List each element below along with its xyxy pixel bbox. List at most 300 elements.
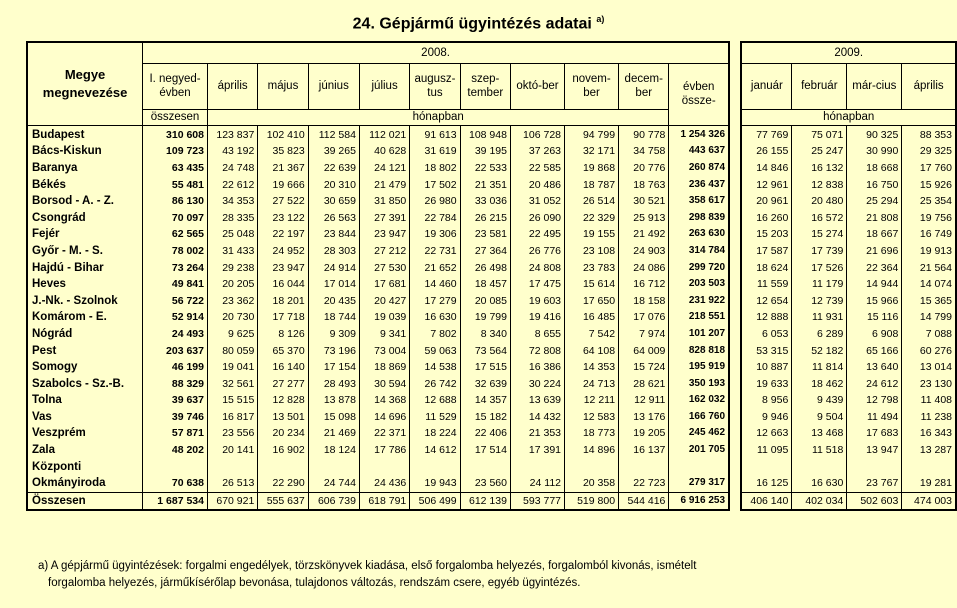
q1-total-cell: 73 264 xyxy=(143,259,208,276)
month-2008-cell: 18 457 xyxy=(460,276,510,293)
month-2008-cell: 16 386 xyxy=(510,359,564,376)
table-row xyxy=(27,176,956,193)
table-row xyxy=(27,326,956,343)
year-total-cell: 263 630 xyxy=(669,226,729,243)
q1-total-cell: 310 608 xyxy=(143,125,208,143)
month-2008-cell: 26 776 xyxy=(510,243,564,260)
month-2008-cell: 26 563 xyxy=(308,209,359,226)
month-2008-cell: 15 724 xyxy=(619,359,669,376)
month-2008-cell: 17 475 xyxy=(510,276,564,293)
month-2008-cell: 544 416 xyxy=(619,492,669,510)
county-name-cell: Okmányiroda xyxy=(27,475,143,492)
month-2008-cell: 22 612 xyxy=(207,176,257,193)
month-2008-cell: 20 435 xyxy=(308,292,359,309)
month-2008-cell: 37 263 xyxy=(510,143,564,160)
month-2008-cell: 19 799 xyxy=(460,309,510,326)
q1-total-cell: 1 687 534 xyxy=(143,492,208,510)
table-row xyxy=(27,125,956,143)
month-2008-cell: 27 530 xyxy=(359,259,409,276)
month-2009-cell: 23 767 xyxy=(847,475,902,492)
month-2009-cell: 19 633 xyxy=(741,375,791,392)
month-2008-cell: 23 947 xyxy=(359,226,409,243)
month-2009-cell: 25 294 xyxy=(847,193,902,210)
month-2009-cell: 474 003 xyxy=(902,492,956,510)
month-2008-cell: 108 948 xyxy=(460,125,510,143)
month-2008-cell: 20 234 xyxy=(258,425,308,442)
month-2008-cell: 20 776 xyxy=(619,160,669,177)
county-name-cell: Győr - M. - S. xyxy=(27,243,143,260)
month-2008-cell: 19 155 xyxy=(565,226,619,243)
table-row xyxy=(27,259,956,276)
month-2008-cell: 20 730 xyxy=(207,309,257,326)
month-2008-cell: 18 158 xyxy=(619,292,669,309)
month-2008-cell: 26 498 xyxy=(460,259,510,276)
month-2008-cell: 31 052 xyxy=(510,193,564,210)
month-2008-cell: 13 176 xyxy=(619,409,669,426)
month-2008-cell: 26 513 xyxy=(207,475,257,492)
county-name-cell: Fejér xyxy=(27,226,143,243)
month-2009-cell: 52 182 xyxy=(792,342,847,359)
month-2009-cell: 9 439 xyxy=(792,392,847,409)
month-2008-cell: 20 486 xyxy=(510,176,564,193)
month-2008-cell: 18 744 xyxy=(308,309,359,326)
month-2009-cell: 23 130 xyxy=(902,375,956,392)
month-2008-cell: 32 561 xyxy=(207,375,257,392)
month-2008-cell: 12 828 xyxy=(258,392,308,409)
q1-total-cell: 88 329 xyxy=(143,375,208,392)
month-2008-cell: 106 728 xyxy=(510,125,564,143)
month-2009-cell: 18 668 xyxy=(847,160,902,177)
month-2009-cell: 10 887 xyxy=(741,359,791,376)
month-2008-cell: 16 044 xyxy=(258,276,308,293)
q1-total-cell: 70 097 xyxy=(143,209,208,226)
month-2008-cell: 606 739 xyxy=(308,492,359,510)
month-2008-cell: 19 666 xyxy=(258,176,308,193)
month-header: április xyxy=(207,63,257,109)
month-2008-cell: 12 583 xyxy=(565,409,619,426)
year-total-cell: 1 254 326 xyxy=(669,125,729,143)
month-2009-cell: 19 756 xyxy=(902,209,956,226)
month-2008-cell: 18 869 xyxy=(359,359,409,376)
month-2008-cell xyxy=(308,458,359,475)
month-2009-cell: 19 281 xyxy=(902,475,956,492)
month-2009-cell: 26 155 xyxy=(741,143,791,160)
month-2008-cell: 14 353 xyxy=(565,359,619,376)
month-2009-cell: 19 913 xyxy=(902,243,956,260)
page-title xyxy=(0,14,957,33)
table-row xyxy=(27,458,956,475)
month-2008-cell: 80 059 xyxy=(207,342,257,359)
month-2008-cell: 25 048 xyxy=(207,226,257,243)
month-2008-cell: 17 514 xyxy=(460,442,510,459)
q1-total-cell xyxy=(143,458,208,475)
month-2008-cell: 22 495 xyxy=(510,226,564,243)
month-2009-cell: 65 166 xyxy=(847,342,902,359)
q1-total-cell: 78 002 xyxy=(143,243,208,260)
month-2008-cell: 13 501 xyxy=(258,409,308,426)
month-2009-cell: 16 132 xyxy=(792,160,847,177)
county-name-cell: Szabolcs - Sz.-B. xyxy=(27,375,143,392)
month-2009-cell: 14 074 xyxy=(902,276,956,293)
month-2009-cell: 402 034 xyxy=(792,492,847,510)
month-2009-cell: 25 247 xyxy=(792,143,847,160)
month-2009-cell: 25 354 xyxy=(902,193,956,210)
table-body xyxy=(27,125,956,510)
month-2008-cell: 16 140 xyxy=(258,359,308,376)
month-2009-cell: 15 926 xyxy=(902,176,956,193)
month-2008-cell: 19 041 xyxy=(207,359,257,376)
county-name-cell: Baranya xyxy=(27,160,143,177)
month-2009-cell: 13 947 xyxy=(847,442,902,459)
month-2009-cell: 12 739 xyxy=(792,292,847,309)
month-2009-cell: 15 365 xyxy=(902,292,956,309)
month-2008-cell: 23 362 xyxy=(207,292,257,309)
year-2009-header: 2009. xyxy=(741,42,956,63)
month-2008-cell: 18 763 xyxy=(619,176,669,193)
month-2008-cell: 27 212 xyxy=(359,243,409,260)
month-2009-cell: 21 808 xyxy=(847,209,902,226)
month-2009-cell: 18 462 xyxy=(792,375,847,392)
month-2008-cell: 14 612 xyxy=(410,442,460,459)
table-row xyxy=(27,276,956,293)
month-2008-cell: 17 154 xyxy=(308,359,359,376)
month-2008-cell: 112 021 xyxy=(359,125,409,143)
year-total-cell: 314 784 xyxy=(669,243,729,260)
month-2008-cell: 7 974 xyxy=(619,326,669,343)
month-2009-cell: 11 179 xyxy=(792,276,847,293)
month-2008-cell: 24 713 xyxy=(565,375,619,392)
month-2008-cell: 16 137 xyxy=(619,442,669,459)
month-2009-cell: 77 769 xyxy=(741,125,791,143)
month-2009-cell: 18 667 xyxy=(847,226,902,243)
month-2009-cell: 21 564 xyxy=(902,259,956,276)
month-2008-cell: 43 192 xyxy=(207,143,257,160)
title-text: 24. Gépjármű ügyintézés adatai xyxy=(352,15,592,33)
month-2008-cell: 24 952 xyxy=(258,243,308,260)
month-2008-cell: 17 786 xyxy=(359,442,409,459)
year-2008-header: 2008. xyxy=(143,42,729,63)
footnote-line-2: forgalomba helyezés, járműkísérőlap bevonása, tulajdonos változás, rendszám csere, egyéb ügyintézés. xyxy=(48,577,581,589)
county-name-cell: Zala xyxy=(27,442,143,459)
table-row xyxy=(27,143,956,160)
month-2008-cell: 23 947 xyxy=(258,259,308,276)
month-2008-cell: 26 742 xyxy=(410,375,460,392)
month-2008-cell: 17 515 xyxy=(460,359,510,376)
month-2009-cell: 17 739 xyxy=(792,243,847,260)
month-2008-cell: 24 914 xyxy=(308,259,359,276)
month-2009-cell: 75 071 xyxy=(792,125,847,143)
month-2008-cell: 32 171 xyxy=(565,143,619,160)
month-2008-cell: 612 139 xyxy=(460,492,510,510)
month-2009-cell xyxy=(902,458,956,475)
month-2008-cell: 18 802 xyxy=(410,160,460,177)
table-row xyxy=(27,442,956,459)
county-name-cell: J.-Nk. - Szolnok xyxy=(27,292,143,309)
month-2008-cell: 73 196 xyxy=(308,342,359,359)
month-2009-cell: 17 760 xyxy=(902,160,956,177)
table-row xyxy=(27,425,956,442)
month-2009-cell xyxy=(847,458,902,475)
month-2008-cell: 16 630 xyxy=(410,309,460,326)
month-2008-cell: 90 778 xyxy=(619,125,669,143)
year-total-cell: 299 720 xyxy=(669,259,729,276)
month-2008-cell: 39 195 xyxy=(460,143,510,160)
month-2008-cell: 30 224 xyxy=(510,375,564,392)
month-2008-cell: 21 351 xyxy=(460,176,510,193)
footnote xyxy=(38,558,696,592)
month-header: már-cius xyxy=(847,63,902,109)
month-2008-cell: 25 913 xyxy=(619,209,669,226)
month-2008-cell: 14 696 xyxy=(359,409,409,426)
month-2009-cell: 12 888 xyxy=(741,309,791,326)
month-2009-cell: 24 612 xyxy=(847,375,902,392)
month-2008-cell: 12 911 xyxy=(619,392,669,409)
month-2009-cell: 12 838 xyxy=(792,176,847,193)
month-2008-cell: 26 090 xyxy=(510,209,564,226)
year-total-header: évben össze- xyxy=(669,63,729,125)
year-total-cell: 6 916 253 xyxy=(669,492,729,510)
month-2008-cell: 16 902 xyxy=(258,442,308,459)
month-2008-cell: 30 594 xyxy=(359,375,409,392)
honapban-2008-header: hónapban xyxy=(207,109,668,125)
month-2009-cell: 12 654 xyxy=(741,292,791,309)
month-2008-cell: 31 850 xyxy=(359,193,409,210)
month-2008-cell: 12 688 xyxy=(410,392,460,409)
month-header: novem-ber xyxy=(565,63,619,109)
month-2009-cell: 11 238 xyxy=(902,409,956,426)
month-2008-cell: 20 358 xyxy=(565,475,619,492)
county-name-cell: Budapest xyxy=(27,125,143,143)
month-2008-cell: 26 514 xyxy=(565,193,619,210)
month-2009-cell: 11 408 xyxy=(902,392,956,409)
month-2009-cell: 6 053 xyxy=(741,326,791,343)
month-2008-cell xyxy=(207,458,257,475)
month-2008-cell: 519 800 xyxy=(565,492,619,510)
q1-total-cell: 39 637 xyxy=(143,392,208,409)
q1-total-cell: 203 637 xyxy=(143,342,208,359)
month-2009-cell: 15 966 xyxy=(847,292,902,309)
month-2008-cell: 13 639 xyxy=(510,392,564,409)
month-2008-cell: 23 556 xyxy=(207,425,257,442)
month-2008-cell: 102 410 xyxy=(258,125,308,143)
month-2008-cell: 24 903 xyxy=(619,243,669,260)
month-2008-cell: 24 748 xyxy=(207,160,257,177)
county-name-cell: Csongrád xyxy=(27,209,143,226)
month-2008-cell: 28 621 xyxy=(619,375,669,392)
month-2009-cell: 9 504 xyxy=(792,409,847,426)
month-2008-cell: 24 086 xyxy=(619,259,669,276)
month-2008-cell: 15 182 xyxy=(460,409,510,426)
month-2009-cell: 16 572 xyxy=(792,209,847,226)
q1-total-cell: 52 914 xyxy=(143,309,208,326)
county-name-cell: Heves xyxy=(27,276,143,293)
month-2008-cell: 19 039 xyxy=(359,309,409,326)
month-2008-cell: 9 625 xyxy=(207,326,257,343)
month-2008-cell: 21 479 xyxy=(359,176,409,193)
month-2008-cell: 19 205 xyxy=(619,425,669,442)
month-2008-cell: 20 310 xyxy=(308,176,359,193)
county-name-cell: Borsod - A. - Z. xyxy=(27,193,143,210)
county-name-cell: Hajdú - Bihar xyxy=(27,259,143,276)
month-2009-cell: 11 814 xyxy=(792,359,847,376)
month-2008-cell xyxy=(460,458,510,475)
month-2008-cell: 11 529 xyxy=(410,409,460,426)
month-2008-cell: 618 791 xyxy=(359,492,409,510)
month-2008-cell: 26 980 xyxy=(410,193,460,210)
month-2008-cell: 15 515 xyxy=(207,392,257,409)
month-2008-cell: 22 371 xyxy=(359,425,409,442)
month-2008-cell: 17 650 xyxy=(565,292,619,309)
table-row xyxy=(27,375,956,392)
month-2008-cell: 34 353 xyxy=(207,193,257,210)
month-2009-cell: 12 798 xyxy=(847,392,902,409)
month-2008-cell: 23 122 xyxy=(258,209,308,226)
year-total-cell: 828 818 xyxy=(669,342,729,359)
month-2008-cell: 17 391 xyxy=(510,442,564,459)
month-2009-cell: 9 946 xyxy=(741,409,791,426)
month-2009-cell: 16 343 xyxy=(902,425,956,442)
q1-total-cell: 55 481 xyxy=(143,176,208,193)
year-total-cell: 260 874 xyxy=(669,160,729,177)
month-2008-cell: 18 224 xyxy=(410,425,460,442)
county-name-cell: Veszprém xyxy=(27,425,143,442)
table-row xyxy=(27,226,956,243)
month-2008-cell xyxy=(565,458,619,475)
title-footnote-mark: a) xyxy=(596,14,605,24)
month-header: június xyxy=(308,63,359,109)
month-2009-cell: 17 587 xyxy=(741,243,791,260)
month-2008-cell: 23 783 xyxy=(565,259,619,276)
month-2008-cell: 22 329 xyxy=(565,209,619,226)
month-2008-cell: 7 542 xyxy=(565,326,619,343)
month-2008-cell: 29 238 xyxy=(207,259,257,276)
total-subheader: összesen xyxy=(143,109,208,125)
county-name-cell: Bács-Kiskun xyxy=(27,143,143,160)
month-2008-cell: 670 921 xyxy=(207,492,257,510)
month-2008-cell: 17 718 xyxy=(258,309,308,326)
month-2008-cell: 22 533 xyxy=(460,160,510,177)
month-2008-cell: 506 499 xyxy=(410,492,460,510)
month-2009-cell: 20 961 xyxy=(741,193,791,210)
q1-total-cell: 46 199 xyxy=(143,359,208,376)
month-2008-cell xyxy=(510,458,564,475)
month-2008-cell: 19 603 xyxy=(510,292,564,309)
month-2009-cell: 502 603 xyxy=(847,492,902,510)
month-2008-cell: 22 406 xyxy=(460,425,510,442)
month-2008-cell: 9 341 xyxy=(359,326,409,343)
year-total-cell: 101 207 xyxy=(669,326,729,343)
month-2009-cell: 406 140 xyxy=(741,492,791,510)
month-2008-cell: 16 712 xyxy=(619,276,669,293)
month-2008-cell: 555 637 xyxy=(258,492,308,510)
month-2009-cell: 22 364 xyxy=(847,259,902,276)
month-2008-cell: 593 777 xyxy=(510,492,564,510)
month-2008-cell: 31 619 xyxy=(410,143,460,160)
month-2008-cell: 34 758 xyxy=(619,143,669,160)
month-2009-cell: 13 287 xyxy=(902,442,956,459)
month-2009-cell xyxy=(741,458,791,475)
year-total-cell: 166 760 xyxy=(669,409,729,426)
table-row xyxy=(27,342,956,359)
month-2008-cell: 21 492 xyxy=(619,226,669,243)
month-2008-cell: 14 460 xyxy=(410,276,460,293)
month-header: május xyxy=(258,63,308,109)
month-2009-cell: 11 494 xyxy=(847,409,902,426)
month-2008-cell: 32 639 xyxy=(460,375,510,392)
month-2009-cell: 11 559 xyxy=(741,276,791,293)
month-2008-cell: 12 211 xyxy=(565,392,619,409)
month-2008-cell: 39 265 xyxy=(308,143,359,160)
month-2008-cell: 24 744 xyxy=(308,475,359,492)
month-2008-cell: 112 584 xyxy=(308,125,359,143)
month-2008-cell: 94 799 xyxy=(565,125,619,143)
month-2009-cell: 15 274 xyxy=(792,226,847,243)
month-2008-cell: 17 014 xyxy=(308,276,359,293)
year-total-cell: 443 637 xyxy=(669,143,729,160)
month-2008-cell: 22 197 xyxy=(258,226,308,243)
month-2008-cell: 14 896 xyxy=(565,442,619,459)
county-name-cell: Összesen xyxy=(27,492,143,510)
month-2009-cell: 16 750 xyxy=(847,176,902,193)
year-total-cell: 162 032 xyxy=(669,392,729,409)
q1-total-cell: 48 202 xyxy=(143,442,208,459)
month-2009-cell: 88 353 xyxy=(902,125,956,143)
month-2008-cell: 21 469 xyxy=(308,425,359,442)
table-row xyxy=(27,409,956,426)
month-2009-cell: 18 624 xyxy=(741,259,791,276)
q1-total-cell: 39 746 xyxy=(143,409,208,426)
month-2008-cell: 91 613 xyxy=(410,125,460,143)
q1-total-cell: 24 493 xyxy=(143,326,208,343)
month-2008-cell: 64 009 xyxy=(619,342,669,359)
month-2008-cell: 33 036 xyxy=(460,193,510,210)
month-2008-cell: 22 731 xyxy=(410,243,460,260)
month-2008-cell: 17 502 xyxy=(410,176,460,193)
table-row xyxy=(27,292,956,309)
month-2008-cell: 23 581 xyxy=(460,226,510,243)
month-2008-cell: 23 560 xyxy=(460,475,510,492)
month-2009-cell: 20 480 xyxy=(792,193,847,210)
month-2009-cell: 14 846 xyxy=(741,160,791,177)
q1-total-cell: 86 130 xyxy=(143,193,208,210)
county-name-cell: Központi xyxy=(27,458,143,475)
month-2008-cell: 23 108 xyxy=(565,243,619,260)
county-column-header: Megye megnevezése xyxy=(27,42,143,125)
county-name-cell: Nógrád xyxy=(27,326,143,343)
year-total-cell: 350 193 xyxy=(669,375,729,392)
month-2009-cell: 14 799 xyxy=(902,309,956,326)
q1-total-cell: 62 565 xyxy=(143,226,208,243)
month-2008-cell: 20 427 xyxy=(359,292,409,309)
month-2008-cell: 17 279 xyxy=(410,292,460,309)
county-name-cell: Vas xyxy=(27,409,143,426)
table-row xyxy=(27,392,956,409)
month-2008-cell: 64 108 xyxy=(565,342,619,359)
table-row xyxy=(27,309,956,326)
month-2008-cell: 26 215 xyxy=(460,209,510,226)
month-2008-cell: 14 432 xyxy=(510,409,564,426)
data-table xyxy=(26,41,957,511)
month-2008-cell: 21 353 xyxy=(510,425,564,442)
month-2008-cell: 22 784 xyxy=(410,209,460,226)
month-2009-cell: 8 956 xyxy=(741,392,791,409)
month-2008-cell: 7 802 xyxy=(410,326,460,343)
month-2008-cell: 23 844 xyxy=(308,226,359,243)
month-header: február xyxy=(792,63,847,109)
month-2008-cell: 27 522 xyxy=(258,193,308,210)
month-header: július xyxy=(359,63,409,109)
month-2009-cell: 14 944 xyxy=(847,276,902,293)
